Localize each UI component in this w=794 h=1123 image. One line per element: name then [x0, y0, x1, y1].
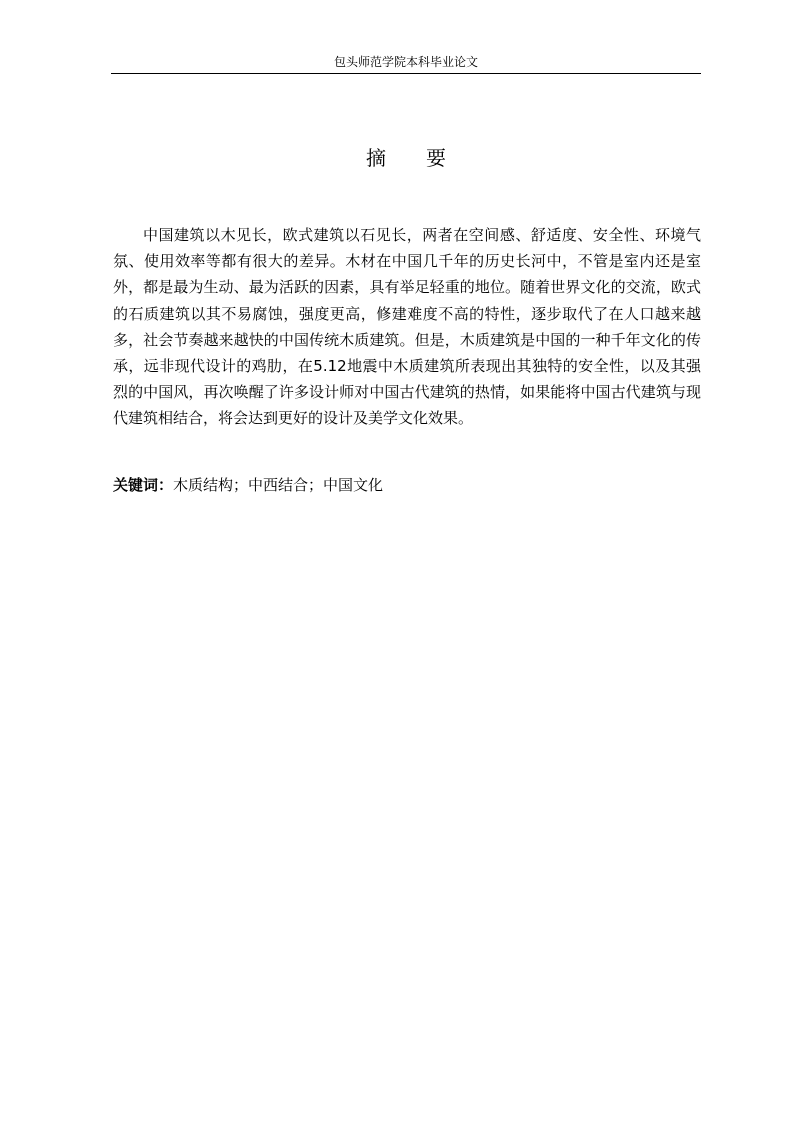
title-char-1: 摘 [366, 146, 386, 170]
keywords-label: 关键词： [113, 476, 174, 494]
title-char-2: 要 [426, 146, 446, 170]
abstract-paragraph: 中国建筑以木见长，欧式建筑以石见长，两者在空间感、舒适度、安全性、环境气氛、使用效率等都有很大的差异。木材在中国几千年的历史长河中，不管是室内还是室外，都是最为生动、最为活跃的因素，具有举足轻重的地位。随着世界文化的交流，欧式的石质建筑以其不易腐蚀，强度更高，修建难度不高的特性，逐步取代了在人口越来越多，社会节奏越来越快的中国传统木质建筑。但是，木质建筑是中国的一种千年文化的传承，远非现代设计的鸡肋，在5.12地震中木质建筑所表现出其独特的安全性，以及其强烈的中国风，再次唤醒了许多设计师对中国古代建筑的热情，如果能将中国古代建筑与现代建筑相结合，将会达到更好的设计及美学文化效果。 [113, 226, 701, 428]
keywords-line [113, 473, 701, 497]
running-header-text: 包头师范学院本科毕业论文 [333, 55, 478, 69]
running-header [111, 53, 701, 74]
page-title [111, 143, 701, 173]
keywords-value: 木质结构；中西结合；中国文化 [173, 476, 384, 494]
